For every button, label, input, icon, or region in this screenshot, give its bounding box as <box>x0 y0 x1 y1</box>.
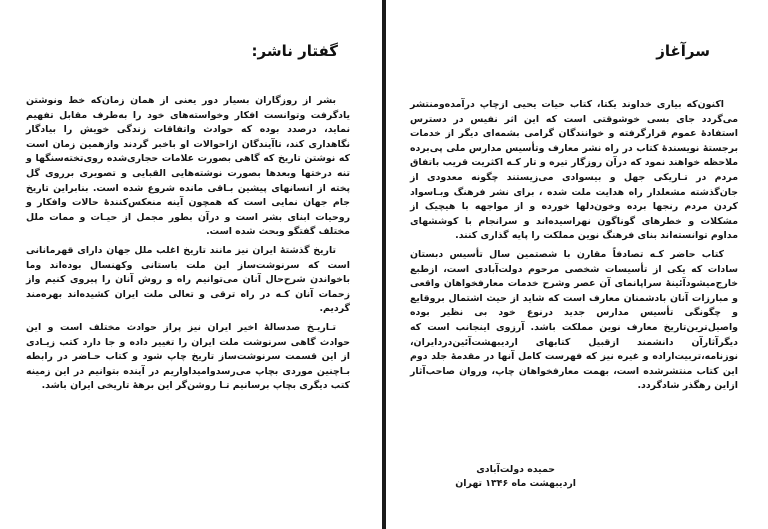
right-page-title: سرآغاز <box>656 42 710 60</box>
right-page <box>386 0 768 529</box>
right-paragraph-2: کتاب حاضر کـه تصادفاً مقارن با شصتمین سال تأسیس دبستان سادات که یکی از تأسیسات شخصی مرحوم دولت‌آبادی است، ازطبع خارج‌میشودآئینهٔ سراپانمای آن عصر وشرح خدمات معارفخواهان واقعی و مبارزات آنان بادشمنان معارف است که شاید از حیث اشتمال بروقایع و چگونگی تأسیس مدارس جدید درنوع خود بی نظیر بوده واصیل‌ترین‌تاریخ معارف نوین مملکت باشد. آرزوی اینجانب است که دیگرآثارآن دانشمند ازقبیل کتابهای اردیبهشت‌آئین‌دردایران، نوزنامه،تربیت‌اراده و غیره نیز که فهرست کامل آنها در مقدمهٔ جلد دوم این کتاب منتشرشده است، بهمت معارفخواهان چاپ، وروان صاحب‌آثار ازاین رهگذر شادگردد. <box>410 248 738 392</box>
right-page-body <box>410 98 738 398</box>
left-page-body <box>26 94 350 398</box>
left-page <box>0 0 382 529</box>
left-paragraph-3: تـاریـخ صدسالهٔ اخیر ایران نیز پراز حوادث مختلف است و این حوادث گاهی سرنوشت ملت ایران را تغییر داده و جا دارد کتب زیـادی از این قسمت سرنوشت‌ساز تاریخ چاپ شود و کتاب حـاضر در رابطه بـاچنین موردی بچاپ می‌رسدوامیداواریم در آینده بتوانیم در این زمینه کتب دیگری بچاپ برسانیم تـا روشن‌گر این برههٔ تاریخی ایران باشد. <box>26 321 350 392</box>
left-paragraph-1: بشر از روزگاران بسیار دور یعنی از همان زمان‌که خط ونوشتن یادگرفت وتوانست افکار وخواسته‌های خود را به‌طرف مقابل تفهیم نماید، درصدد بوده که حوادث واتفاقات زندگی خویش را بیادگار نگاهداری کند، تاآیندگان ازاحوالات او باخبر گردند وازهمین زمان است که نوشتن تاریخ که گاهی بصورت علامات حجاری‌شده روی‌تخته‌سنگها و تنه درختها وبعدها بصورت نوشته‌هایی القبایی و تصویری برروی گل پخته از انسانهای پیشین بـاقی مانده شروع شده است. بنابراین تاریخ جام جهان نمایی است که همچون آینه منعکس‌کنندهٔ حالات وافکار و روحیات ابنای بشر است و درآن بطور مجمل از حیـات و ممات ملل مختلف گفتگو وبحث شده است. <box>26 95 350 238</box>
right-paragraph-1: اکنون‌که بیاری خداوند یکتا، کتاب حیات یحیی ازچاپ درآمده‌ومنتشر می‌گردد جای بسی خوشوقتی است که این اثر نفیس در دسترس استفادهٔ عموم قرارگرفته و خوانندگان گرامی بشمه‌ای دیگر از خدمات برجستهٔ نویسندهٔ کتاب در راه نشر معارف وتأسیس مدارس ملی پی‌برده ملاحظه خواهند نمود که درآن روزگار تیره و تار کـه اکثریت قریب باتفاق مردم در تـاریکی جهل و بیسوادی می‌زیستند چگونه معدودی از جان‌گذشته مشعلدار راه هدایت ملت شده ، برای نشر فرهنگ وبـاسواد کردن مردم رنجها برده وخون‌دلها خورده و از مواجهه با هیچیک از مشکلات و خطرهای گوناگون نهراسیده‌اند و سرانجام با کوششهای مداوم توانسته‌اند بنای فرهنگ نوین مملکت را پایه گذاری کنند. <box>410 99 738 242</box>
left-paragraph-2: تاریخ گذشتهٔ ایران نیز مانند تاریخ اغلب ملل جهان دارای قهرمانانی است که سرنوشت‌ساز این ملت باستانی وکهنسال بوده‌اند وما باخواندن شرح‌حال آنان می‌توانیم راه و روش آنان را پیروی کنیم واز زحمات آنان کـه در راه ترقی و تعالی ملت ایران کشیده‌اند بهره‌مند گردیم. <box>26 244 350 315</box>
signature-block <box>455 463 576 491</box>
left-page-title: گفتار ناشر: <box>251 42 338 60</box>
signature-date: اردیبهشت ماه ۱۳۴۶ تهران <box>455 478 576 489</box>
signature-name: حمیده دولت‌آبادی <box>476 464 556 475</box>
